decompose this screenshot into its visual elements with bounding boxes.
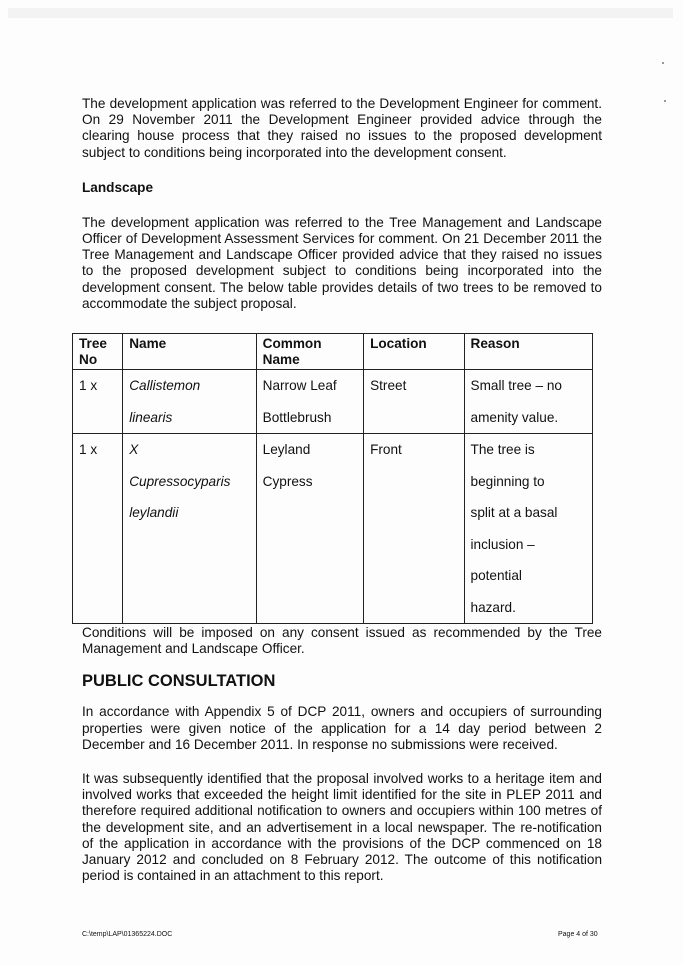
engineer-paragraph: The development application was referred to the Development Engineer for comment. On 29 November 2011 the Development Engineer provided advice through the clearing house process that they raised no issues to the proposed development subject to conditions being incorporated into the development consent. xyxy=(82,96,602,160)
cell-name: Callistemon linearis xyxy=(123,370,256,434)
document-body xyxy=(79,96,602,884)
cell-tree-no: 1 x xyxy=(73,434,123,624)
cell-name: X Cupressocyparis leylandii xyxy=(123,434,256,624)
header-tree-no: Tree No xyxy=(73,334,123,370)
scan-speck xyxy=(664,100,666,102)
table-row xyxy=(73,370,593,434)
header-common-name: Common Name xyxy=(256,334,363,370)
header-location: Location xyxy=(364,334,464,370)
cell-location: Front xyxy=(364,434,464,624)
landscape-heading: Landscape xyxy=(82,179,154,195)
cell-location: Street xyxy=(364,370,464,434)
consultation-paragraph-1: In accordance with Appendix 5 of DCP 2011, owners and occupiers of surrounding properties were given notice of the application for a 14 day period between 2 December and 16 December 2011. In response no submissions were received. xyxy=(82,704,602,752)
tree-table xyxy=(72,333,593,624)
scan-speck xyxy=(662,62,664,64)
tree-table-header-row xyxy=(73,334,593,370)
header-reason: Reason xyxy=(464,334,592,370)
table-row xyxy=(73,434,593,624)
landscape-paragraph: The development application was referred to the Tree Management and Landscape Officer of Development Assessment Services for comment. On 21 December 2011 the Tree Management and Landscape Officer provided advice that they raised no issues to the proposed development subject to conditions being incorporated into the development consent. The below table provides details of two trees to be removed to accommodate the subject proposal. xyxy=(82,214,602,311)
cell-common-name: Narrow Leaf Bottlebrush xyxy=(256,370,363,434)
header-name: Name xyxy=(123,334,256,370)
footer-page-number: Page 4 of 30 xyxy=(558,931,598,938)
footer-file-path: C:\temp\LAP\01365224.DOC xyxy=(82,931,173,938)
cell-tree-no: 1 x xyxy=(73,370,123,434)
cell-reason: Small tree – no amenity value. xyxy=(464,370,592,434)
cell-common-name: Leyland Cypress xyxy=(256,434,363,624)
cell-reason: The tree is beginning to split at a basal inclusion – potential hazard. xyxy=(464,434,592,624)
scan-edge-shade xyxy=(8,8,673,18)
conditions-paragraph: Conditions will be imposed on any consent issued as recommended by the Tree Management and Landscape Officer. xyxy=(82,625,602,657)
public-consultation-heading: PUBLIC CONSULTATION xyxy=(82,672,276,691)
consultation-paragraph-2: It was subsequently identified that the proposal involved works to a heritage item and involved works that exceeded the height limit identified for the site in PLEP 2011 and therefore required additional notification to owners and occupiers within 100 metres of the development site, and an advertisement in a local newspaper. The re-notification of the application in accordance with the provisions of the DCP commenced on 18 January 2012 and concluded on 8 February 2012. The outcome of this notification period is contained in an attachment to this report. xyxy=(82,771,602,884)
